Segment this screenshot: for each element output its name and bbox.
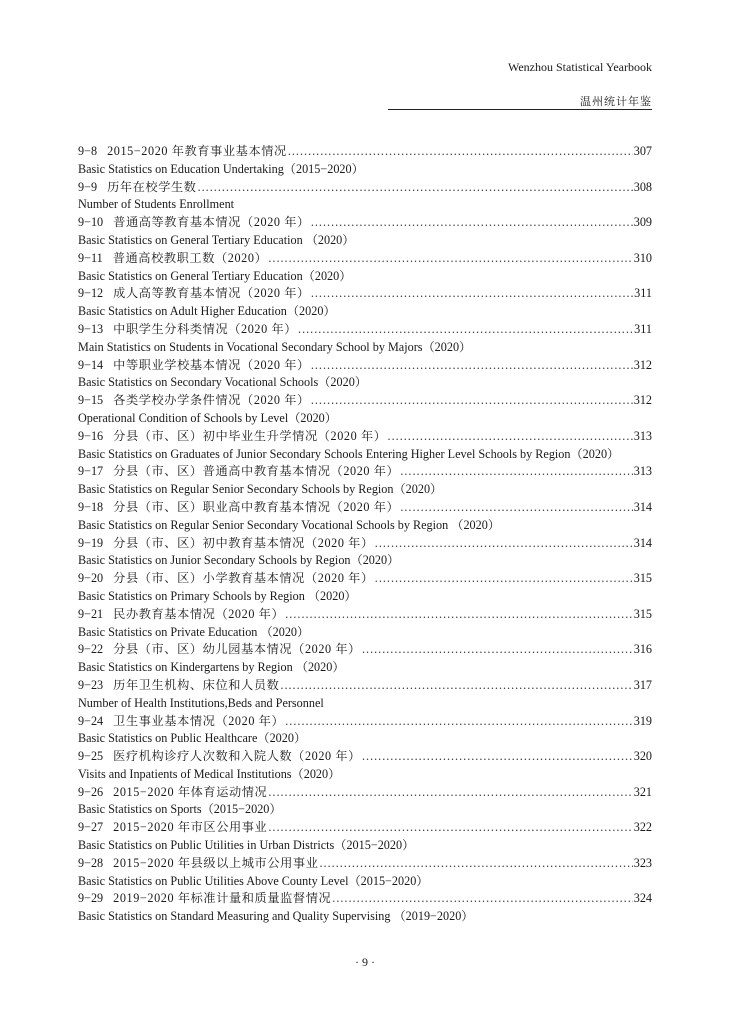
running-header-cn: 温州统计年鉴 (580, 96, 652, 108)
toc-entry[interactable] (78, 641, 652, 677)
table-number: 9−23 (78, 677, 104, 692)
table-title-cn: 中职学生分科类情况（2020 年） (113, 321, 298, 336)
toc-entry-cn-line (78, 250, 652, 268)
toc-entry-cn-line (78, 570, 652, 588)
table-title-cn: 历年在校学生数 (107, 179, 197, 194)
table-number: 9−11 (78, 250, 103, 265)
toc-entry[interactable] (78, 392, 652, 428)
toc-entry[interactable] (78, 179, 652, 215)
page-ref: 317 (633, 677, 652, 692)
table-title-cn: 分县（市、区）幼儿园基本情况（2020 年） (113, 642, 361, 657)
header-rule (388, 109, 652, 110)
toc-entry[interactable] (78, 357, 652, 393)
page-ref: 315 (633, 571, 652, 586)
table-title-en: Basic Statistics on Private Education （2020） (78, 624, 310, 639)
page-ref: 316 (633, 642, 652, 657)
table-title-en: Main Statistics on Students in Vocational Secondary School by Majors（2020） (78, 339, 472, 354)
toc-entry-cn-line (78, 606, 652, 624)
table-title-en: Basic Statistics on General Tertiary Education（2020） (78, 268, 352, 283)
table-number: 9−12 (78, 286, 104, 301)
toc-entry-cn-line (78, 748, 652, 766)
dot-leader (298, 321, 633, 339)
page-ref: 320 (633, 749, 652, 764)
toc-entry-cn-line (78, 428, 652, 446)
page-number: · 9 · (355, 955, 375, 969)
table-title-en: Number of Health Institutions,Beds and Personnel (78, 695, 324, 710)
table-title-en: Basic Statistics on Public Utilities Above County Level（2015−2020） (78, 873, 429, 888)
dot-leader (268, 819, 632, 837)
table-title-cn: 民办教育基本情况（2020 年） (113, 606, 285, 621)
table-title-cn: 2015−2020 年教育事业基本情况 (107, 144, 287, 158)
table-title-cn: 各类学校办学条件情况（2020 年） (113, 393, 310, 408)
toc-entry-cn-line (78, 499, 652, 517)
toc-entry[interactable] (78, 214, 652, 250)
dot-leader (400, 499, 632, 517)
table-number: 9−20 (78, 571, 104, 586)
toc-entry-cn-line (78, 357, 652, 375)
table-title-cn: 卫生事业基本情况（2020 年） (113, 713, 285, 728)
page-ref: 309 (633, 215, 652, 230)
toc-entry[interactable] (78, 606, 652, 642)
toc-entry-cn-line (78, 143, 652, 161)
table-title-cn: 历年卫生机构、床位和人员数 (113, 677, 280, 692)
page-ref: 312 (633, 393, 652, 408)
page-ref: 321 (633, 784, 652, 799)
table-number: 9−27 (78, 820, 104, 835)
toc-entry-cn-line (78, 819, 652, 837)
toc-entry[interactable] (78, 784, 652, 820)
dot-leader (375, 570, 633, 588)
toc-entry[interactable] (78, 855, 652, 891)
table-title-en: Basic Statistics on Graduates of Junior Secondary Schools Entering Higher Level Schools by Region（2020） (78, 446, 620, 461)
table-number: 9−8 (78, 144, 98, 158)
table-title-en: Basic Statistics on General Tertiary Education （2020） (78, 232, 355, 247)
toc-entry-cn-line (78, 285, 652, 303)
toc-entry-cn-line (78, 713, 652, 731)
toc-entry[interactable] (78, 250, 652, 286)
table-title-en: Visits and Inpatients of Medical Institutions（2020） (78, 766, 341, 781)
page-ref: 311 (634, 321, 652, 336)
table-number: 9−17 (78, 464, 104, 479)
toc-entry[interactable] (78, 143, 652, 179)
page-ref: 313 (633, 428, 652, 443)
table-title-en: Operational Condition of Schools by Level（2020） (78, 410, 337, 425)
toc-entry[interactable] (78, 890, 652, 926)
page-ref: 308 (633, 179, 652, 194)
table-title-cn: 分县（市、区）职业高中教育基本情况（2020 年） (113, 499, 400, 514)
toc-entry-cn-line (78, 535, 652, 553)
dot-leader (198, 179, 633, 197)
table-title-cn: 分县（市、区）初中教育基本情况（2020 年） (113, 535, 374, 550)
dot-leader (288, 143, 633, 161)
table-number: 9−29 (78, 891, 104, 906)
dot-leader (311, 392, 633, 410)
page-ref: 313 (633, 464, 652, 479)
table-number: 9−24 (78, 713, 104, 728)
toc-entry-cn-line (78, 855, 652, 873)
table-title-en: Basic Statistics on Adult Higher Education（2020） (78, 304, 336, 319)
dot-leader (320, 855, 633, 873)
table-number: 9−18 (78, 499, 104, 514)
table-title-en: Basic Statistics on Secondary Vocational Schools（2020） (78, 375, 367, 390)
toc-entry-cn-line (78, 179, 652, 197)
page-ref: 324 (633, 891, 652, 906)
table-title-cn: 分县（市、区）小学教育基本情况（2020 年） (113, 571, 374, 586)
dot-leader (375, 535, 633, 553)
toc-entry[interactable] (78, 570, 652, 606)
table-number: 9−13 (78, 321, 104, 336)
toc-entry-cn-line (78, 321, 652, 339)
table-title-cn: 2015−2020 年体育运动情况 (113, 784, 268, 799)
page-ref: 310 (633, 250, 652, 265)
toc-entry-cn-line (78, 641, 652, 659)
table-title-en: Basic Statistics on Public Utilities in Urban Districts（2015−2020） (78, 838, 415, 853)
page-ref: 319 (633, 713, 652, 728)
table-of-contents (78, 143, 652, 926)
table-number: 9−16 (78, 428, 104, 443)
dot-leader (268, 250, 632, 268)
table-title-en: Basic Statistics on Regular Senior Secondary Vocational Schools by Region （2020） (78, 517, 501, 532)
toc-entry[interactable] (78, 428, 652, 464)
toc-entry[interactable] (78, 321, 652, 357)
dot-leader (311, 214, 633, 232)
page-ref: 314 (633, 499, 652, 514)
toc-entry[interactable] (78, 748, 652, 784)
page-ref: 312 (633, 357, 652, 372)
table-title-cn: 普通高校教职工数（2020） (112, 250, 268, 265)
table-title-en: Basic Statistics on Standard Measuring and Quality Supervising （2019−2020） (78, 909, 474, 924)
dot-leader (311, 285, 633, 303)
table-number: 9−28 (78, 855, 104, 870)
toc-entry[interactable] (78, 819, 652, 855)
table-title-en: Number of Students Enrollment (78, 197, 235, 212)
table-number: 9−9 (78, 179, 98, 194)
table-title-cn: 分县（市、区）初中毕业生升学情况（2020 年） (113, 428, 387, 443)
toc-entry-cn-line (78, 890, 652, 908)
table-title-en: Basic Statistics on Regular Senior Secondary Schools by Region（2020） (78, 482, 443, 497)
toc-entry-cn-line (78, 463, 652, 481)
dot-leader (311, 357, 633, 375)
table-number: 9−26 (78, 784, 104, 799)
dot-leader (285, 606, 632, 624)
running-header-en: Wenzhou Statistical Yearbook (507, 60, 652, 74)
dot-leader (362, 748, 633, 766)
toc-entry-cn-line (78, 392, 652, 410)
table-title-cn: 成人高等教育基本情况（2020 年） (113, 286, 310, 301)
table-title-cn: 分县（市、区）普通高中教育基本情况（2020 年） (113, 464, 400, 479)
table-title-cn: 2015−2020 年市区公用事业 (113, 820, 268, 835)
toc-entry[interactable] (78, 535, 652, 571)
toc-entry-cn-line (78, 677, 652, 695)
toc-entry[interactable] (78, 285, 652, 321)
table-number: 9−10 (78, 215, 104, 230)
table-title-en: Basic Statistics on Primary Schools by Region （2020） (78, 588, 357, 603)
dot-leader (280, 677, 632, 695)
toc-entry[interactable] (78, 677, 652, 713)
table-title-en: Basic Statistics on Education Undertaking（2015−2020） (78, 161, 364, 176)
table-number: 9−21 (78, 606, 104, 621)
toc-entry-cn-line (78, 214, 652, 232)
table-title-cn: 普通高等教育基本情况（2020 年） (113, 215, 310, 230)
table-number: 9−22 (78, 642, 104, 657)
table-title-cn: 2015−2020 年县级以上城市公用事业 (113, 855, 319, 870)
table-title-cn: 中等职业学校基本情况（2020 年） (113, 357, 310, 372)
dot-leader (332, 890, 632, 908)
table-number: 9−19 (78, 535, 104, 550)
dot-leader (362, 641, 633, 659)
page-ref: 314 (633, 535, 652, 550)
page-ref: 315 (633, 606, 652, 621)
dot-leader (285, 713, 632, 731)
table-title-en: Basic Statistics on Sports（2015−2020） (78, 802, 282, 817)
dot-leader (268, 784, 632, 802)
table-number: 9−25 (78, 749, 104, 764)
dot-leader (400, 463, 632, 481)
table-title-cn: 2019−2020 年标准计量和质量监督情况 (113, 891, 332, 906)
table-title-en: Basic Statistics on Public Healthcare（2020） (78, 731, 307, 746)
table-title-en: Basic Statistics on Junior Secondary Schools by Region（2020） (78, 553, 400, 568)
toc-entry[interactable] (78, 713, 652, 749)
page-ref: 311 (634, 286, 652, 301)
toc-entry[interactable] (78, 499, 652, 535)
table-title-cn: 医疗机构诊疗人次数和入院人数（2020 年） (113, 749, 361, 764)
page-ref: 307 (633, 144, 652, 158)
table-title-en: Basic Statistics on Kindergartens by Region （2020） (78, 660, 345, 675)
table-number: 9−15 (78, 393, 104, 408)
page-ref: 323 (633, 855, 652, 870)
toc-entry-cn-line (78, 784, 652, 802)
dot-leader (388, 428, 633, 446)
table-number: 9−14 (78, 357, 104, 372)
page-ref: 322 (633, 820, 652, 835)
toc-entry[interactable] (78, 463, 652, 499)
